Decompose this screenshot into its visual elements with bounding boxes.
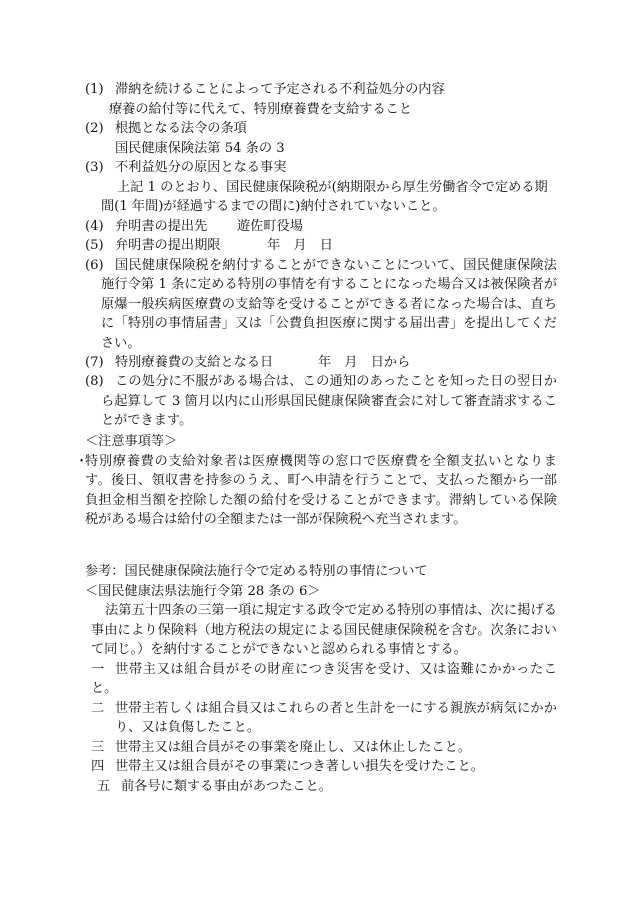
item-1-body-row [85, 100, 557, 120]
item-2-body-row [85, 139, 557, 159]
list-number: 五 [97, 778, 111, 794]
notes-text: 特別療養費の支給対象者は医療機関等の窓口で医療費を全額支払いとなります。後日、領収書を持参のうえ、町へ申請を行うことで、支払った額から一部負担金相当額を控除した額の給付を受けることができます。滞納している保険税がある場合は給付の全額または一部が保険税へ充当されます。 [85, 453, 557, 527]
list-number: 四 [91, 759, 105, 774]
bullet-icon: ・ [75, 453, 89, 469]
item-1 [85, 80, 557, 100]
item-title: 滞納を続けることによって予定される不利益処分の内容 [115, 82, 445, 97]
list-text: 世帯主又は組合員がその事業につき著しい損失を受けたこと。 [115, 759, 484, 774]
item-title: 根拠となる法令の条項 [115, 121, 247, 136]
items-section [85, 80, 557, 430]
item-value: 年 月 日 [267, 238, 333, 253]
item-body: 国民健康保険法第 54 条の 3 [115, 140, 285, 156]
notes-heading: ＜注意事項等＞ [85, 434, 178, 449]
item-number: (3) [85, 160, 104, 175]
list-text: 世帯主又は組合員がその事業を廃止し、又は休止したこと。 [115, 739, 472, 755]
item-number: (1) [85, 82, 104, 97]
item-number: (4) [85, 218, 104, 234]
item-number: (7) [85, 354, 104, 370]
item-number: (2) [85, 121, 104, 136]
item-value: 遊佐町役場 [237, 218, 303, 234]
list-text: 前各号に類する事由があつたこと。 [121, 778, 332, 794]
item-title: 弁明書の提出先 [115, 218, 208, 234]
item-value: 年 月 日から [318, 354, 411, 370]
notes-item [75, 452, 557, 530]
reference-list-item [85, 660, 557, 699]
item-title: 不利益処分の原因となる事実 [115, 160, 287, 175]
item-body: 国民健康保険税を納付することができないことについて、国民健康保険法施行令第 1 条に定める特別の事情を有することになった場合又は被保険者が原爆一般疾病医療費の支給等を受けることができる者になった場合は、直ちに「特別の事情届書」又は「公費負担医療に関する届出書」を提出してください。 [101, 257, 557, 351]
item-title: 特別療養費の支給となる日 [115, 354, 274, 370]
item-number: (6) [85, 257, 104, 273]
reference-subtitle: ＜国民健康法県法施行令第 28 条の 6＞ [85, 583, 321, 599]
notes-section [75, 432, 557, 530]
reference-section [85, 562, 557, 796]
reference-list-item [85, 738, 557, 758]
list-text: 世帯主若しくは組合員又はこれらの者と生計を一にする親族が病気にかかり、又は負傷したこと。 [115, 700, 557, 735]
item-body: 療養の給付等に代えて、特別療養費を支給すること [109, 101, 413, 117]
reference-list-item [85, 777, 557, 797]
item-2 [85, 119, 557, 139]
reference-list-item [85, 699, 557, 738]
reference-title: 参考：国民健康保険法施行令で定める特別の事情について [85, 564, 428, 579]
list-text: 世帯主又は組合員がその財産につき災害を受け、又は盗難にかかったこと。 [91, 661, 557, 696]
item-body: この処分に不服がある場合は、この通知のあったことを知った日の翌日から起算して 3 箇月以内に山形県国民健康保険審査会に対して審査請求することができます。 [101, 374, 557, 428]
item-number: (8) [85, 374, 104, 389]
item-4 [85, 217, 557, 237]
reference-list-item [85, 757, 557, 777]
item-8 [85, 372, 557, 430]
item-3 [85, 158, 557, 178]
item-title: 弁明書の提出期限 [115, 238, 221, 253]
list-number: 一 [91, 661, 105, 677]
list-number: 三 [91, 739, 105, 755]
item-5 [85, 236, 557, 256]
item-body: 上記 1 のとおり、国民健康保険税が(納期限から厚生労働省令で定める期間(1 年間)が経過するまでの間に)納付されていないこと。 [101, 179, 548, 214]
list-number: 二 [91, 700, 105, 716]
reference-paragraph: 法第五十四条の三第一項に規定する政令で定める特別の事情は、次に掲げる事由により保険料（地方税法の規定による国民健康保険税を含む。次条において同じ。）を納付することができないと認められる事情とする。 [91, 603, 557, 657]
item-6 [85, 256, 557, 353]
item-7 [85, 353, 557, 373]
item-number: (5) [85, 238, 104, 253]
